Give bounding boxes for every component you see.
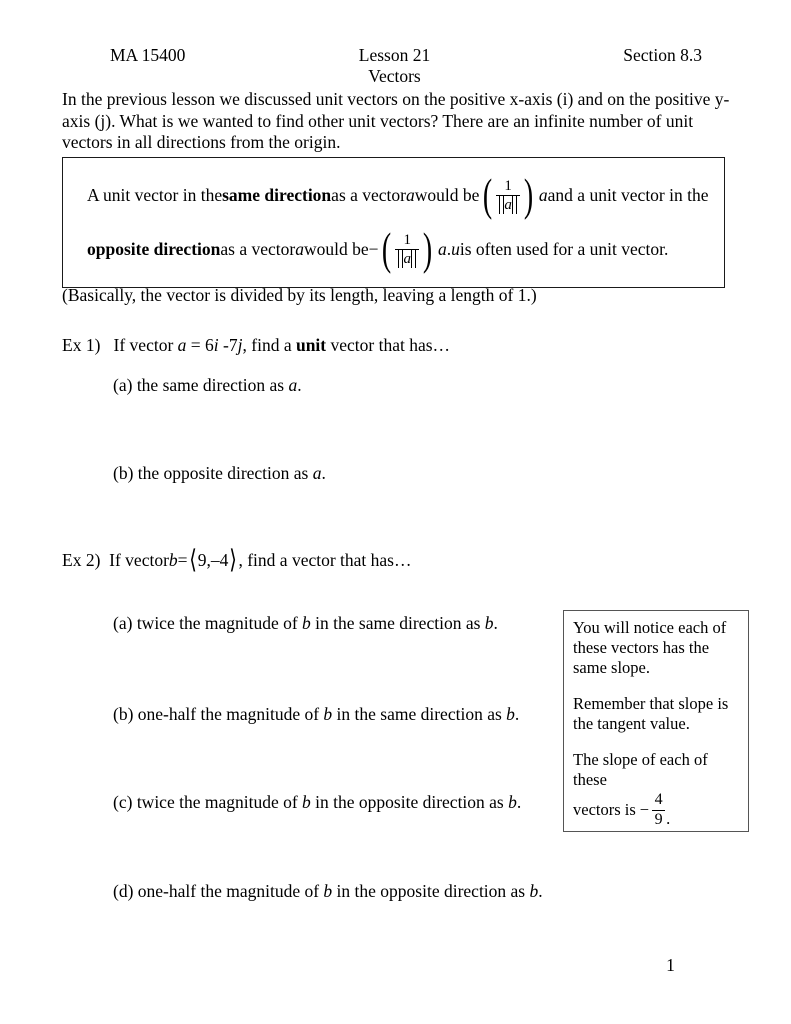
vector-component-notation	[188, 545, 239, 575]
ex1-item-b-var: a	[312, 463, 322, 483]
ex1-item-a-marker: (a)	[113, 375, 133, 395]
def-line2-tail: is often used for a unit vector.	[459, 239, 669, 260]
side-note-box	[563, 610, 749, 832]
def-line1-tail-var: a	[538, 185, 548, 206]
ex1-item-b-marker: (b)	[113, 463, 134, 483]
ex1-i-unit-var: i	[213, 335, 219, 355]
basically-note: (Basically, the vector is divided by its length, leaving a length of 1.)	[62, 285, 537, 305]
header-course-code: MA 15400	[110, 45, 186, 65]
def-line2-bold: opposite direction	[87, 239, 221, 260]
ex1-j-unit-var: j	[237, 335, 243, 355]
ex1-stem-bold: unit	[295, 335, 327, 355]
header-section-number: Section 8.3	[623, 45, 702, 65]
note-slope-prefix: vectors is	[573, 800, 636, 820]
ex2-item-d-text-post: .	[538, 881, 543, 901]
definition-box	[62, 157, 725, 288]
ex2-item-a-text-pre: twice the magnitude of	[132, 613, 303, 633]
ex2-item-b-marker: (b)	[113, 704, 134, 724]
paren-close-glyph: )	[422, 223, 433, 274]
note-slope-fraction	[652, 792, 665, 829]
ex1-item-b-text-pre: the opposite direction as	[133, 463, 313, 483]
ex2-item-d-var1: b	[323, 881, 333, 901]
example-1-stem	[62, 335, 450, 356]
note-paragraph-3: The slope of each of these	[573, 750, 708, 789]
def-line1-pre: A unit vector in the	[87, 185, 223, 206]
def-line2-unit-vector-u: u	[451, 239, 460, 260]
example-2-stem	[62, 545, 412, 575]
fraction-denominator	[496, 197, 520, 213]
paren-close-glyph: )	[523, 169, 534, 220]
ex2-item-c-text-post: .	[516, 792, 522, 812]
example-2-item-b	[113, 704, 519, 725]
norm-of-a: a	[499, 197, 517, 213]
ex2-item-a-text-mid: in the same direction as	[310, 613, 485, 633]
ex1-item-b-text-post: .	[321, 463, 326, 483]
note-paragraph-1: You will notice each of these vectors has the same slope.	[573, 618, 727, 677]
angle-bracket-close-icon: ⟩	[229, 545, 238, 575]
example-1-item-a	[113, 375, 302, 396]
ex1-stem-pre: If vector	[113, 335, 178, 355]
ex2-item-c-marker: (c)	[113, 792, 133, 812]
note-slope-period: .	[666, 808, 671, 828]
paren-open-glyph: (	[483, 169, 493, 220]
ex2-item-b-text-post: .	[514, 704, 520, 724]
side-note-content	[573, 618, 741, 829]
ex1-stem-mid: , find a	[242, 335, 296, 355]
ex1-item-a-text-pre: the same direction as	[132, 375, 289, 395]
ex2-stem-pre: If vector	[109, 550, 169, 570]
ex2-item-c-var1: b	[302, 792, 311, 812]
ex2-item-d-text-mid: in the opposite direction as	[332, 881, 530, 901]
note-paragraph-2: Remember that slope is the tangent value.	[573, 694, 729, 733]
fraction-numerator: 1	[403, 232, 411, 248]
example-2-item-d	[113, 881, 543, 902]
note-slope-minus-sign: −	[639, 800, 650, 820]
def-line2-vector-var: a	[295, 239, 304, 260]
def-line1-tail: and a unit vector in the	[547, 185, 709, 206]
ex1-item-a-var: a	[288, 375, 298, 395]
ex2-item-b-var1: b	[323, 704, 333, 724]
ex2-item-c-var2: b	[508, 792, 517, 812]
def-line2-tail-var: a	[437, 239, 447, 260]
fraction-denominator	[395, 251, 419, 267]
header-subtitle: Vectors	[368, 66, 421, 86]
page-number-value: 1	[666, 955, 675, 975]
ex2-item-a-var2: b	[484, 613, 494, 633]
ex1-vector-var: a	[177, 335, 187, 355]
ex2-item-b-var2: b	[506, 704, 515, 724]
fraction-numerator: 1	[504, 178, 512, 194]
page-number	[0, 955, 791, 976]
example-1-label: Ex 1)	[62, 335, 101, 355]
ex2-item-d-text-pre: one-half the magnitude of	[133, 881, 324, 901]
def-line2-tail-dot: .	[446, 239, 452, 260]
definition-line-same-direction	[87, 169, 709, 220]
example-2-label: Ex 2)	[62, 550, 101, 570]
ex2-item-a-var1: b	[302, 613, 311, 633]
norm-of-a: a	[398, 251, 416, 267]
example-2-item-c	[113, 792, 521, 813]
example-2-item-a	[113, 613, 498, 634]
def-line2-post: would be	[303, 239, 369, 260]
ex2-item-a-marker: (a)	[113, 613, 133, 633]
ex2-item-b-text-pre: one-half the magnitude of	[133, 704, 324, 724]
ex2-stem-post: , find a vector that has…	[238, 550, 412, 570]
ex2-item-d-marker: (d)	[113, 881, 134, 901]
def-line1-vector-var: a	[406, 185, 415, 206]
def-line2-minus-sign: −	[368, 239, 379, 260]
ex2-item-a-text-post: .	[493, 613, 498, 633]
ex2-vector-var: b	[168, 550, 178, 570]
negative-unit-vector-scalar-expression	[379, 223, 435, 274]
intro-text: In the previous lesson we discussed unit vectors on the positive x-axis (i) and on the positive y-axis (j). What is we wanted to find other unit vectors? There are an infinite number of unit vectors in all directions from the origin.	[62, 89, 730, 152]
ex2-item-d-var2: b	[529, 881, 539, 901]
note-slope-expression	[573, 792, 741, 829]
page-header	[62, 45, 727, 67]
note-slope-numerator: 4	[654, 791, 663, 808]
ex2-stem-eq: =	[177, 550, 188, 570]
def-line1-mid: as a vector	[331, 185, 406, 206]
def-line1-post: would be	[414, 185, 480, 206]
reciprocal-norm-fraction	[496, 178, 520, 213]
ex2-item-c-text-mid: in the opposite direction as	[310, 792, 509, 812]
header-lesson-title: Lesson 21	[358, 45, 431, 65]
intro-paragraph	[62, 89, 734, 154]
paren-open-glyph: (	[382, 223, 392, 274]
ex1-stem-eq: = 6	[186, 335, 214, 355]
def-line1-bold: same direction	[222, 185, 332, 206]
reciprocal-norm-fraction	[395, 232, 419, 267]
ex1-stem-minus: -7	[218, 335, 238, 355]
def-line2-mid: as a vector	[220, 239, 296, 260]
angle-bracket-open-icon: ⟨	[188, 545, 197, 575]
unit-vector-scalar-expression	[480, 169, 536, 220]
ex1-stem-post: vector that has…	[326, 335, 451, 355]
example-1-item-b	[113, 463, 326, 484]
vector-components: 9,–4	[197, 550, 229, 570]
ex1-item-a-text-post: .	[297, 375, 302, 395]
definition-line-opposite-direction	[87, 223, 669, 274]
ex2-item-b-text-mid: in the same direction as	[332, 704, 507, 724]
note-slope-denominator: 9	[654, 810, 663, 828]
ex2-item-c-text-pre: twice the magnitude of	[132, 792, 303, 812]
